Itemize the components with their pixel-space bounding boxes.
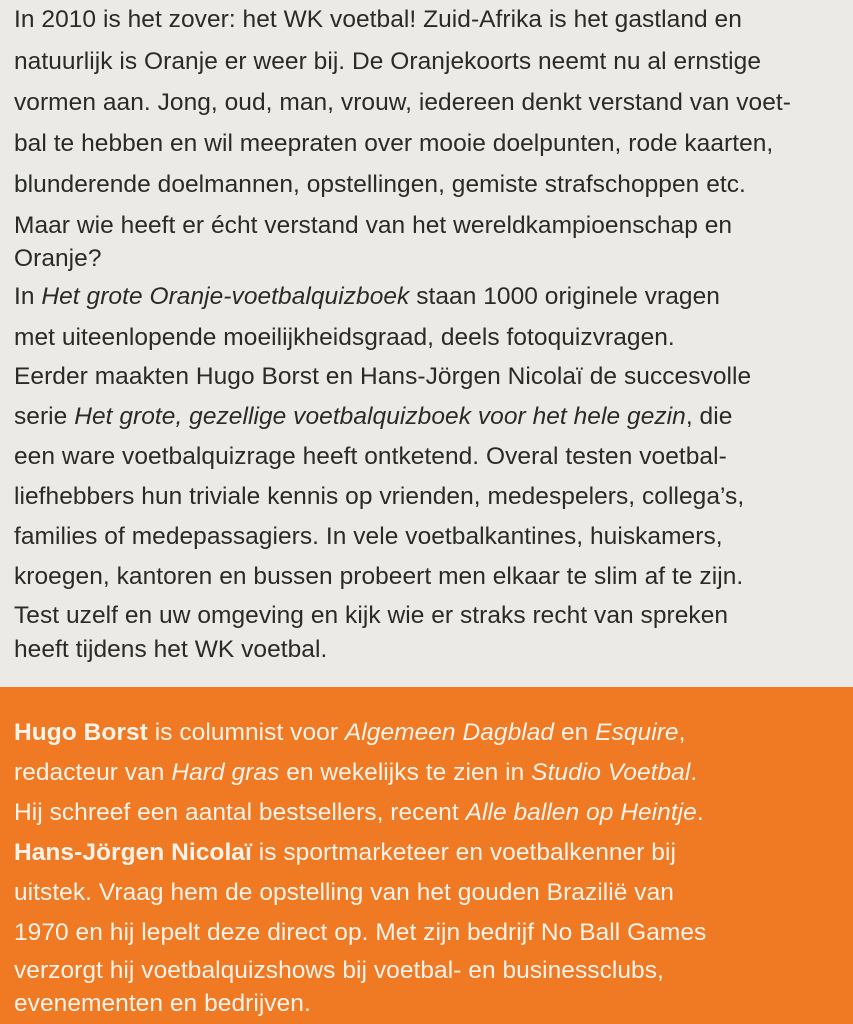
text-span: uitstek. Vraag hem de opstelling van het gouden Brazilië van [14,879,674,906]
author-line [14,836,676,870]
text-span: liefhebbers hun triviale kennis op vrienden, medespelers, collega’s, [14,483,745,510]
text-span: vormen aan. Jong, oud, man, vrouw, iedereen denkt verstand van voet- [14,89,791,116]
text-span: Maar wie heeft er écht verstand van het wereldkampioenschap en [14,212,733,239]
series-title: Het grote, gezellige voetbalquizboek voor het hele gezin [74,403,686,430]
description-line [14,400,732,434]
description-line [14,360,751,394]
text-span: en wekelijks te zien in [279,759,532,786]
description-line [14,560,743,594]
description-line [14,242,102,276]
text-span: In [14,283,42,310]
author-line [14,916,706,950]
description-line [14,45,761,79]
text-span: staan 1000 originele vragen [409,283,720,310]
author-line [14,987,311,1021]
description-line [14,599,728,633]
description-line [14,209,732,243]
text-span: en [554,719,596,746]
author-line [14,796,704,830]
description-line [14,633,327,667]
author-line [14,876,674,910]
author-line [14,954,664,988]
text-span: redacteur van [14,759,172,786]
text-span: . [696,799,704,826]
author-line [14,716,685,750]
text-span: , [678,719,686,746]
text-span: is sportmarketeer en voetbalkenner bij [251,839,676,866]
text-span: blunderende doelmannen, opstellingen, gemiste strafschoppen etc. [14,171,746,198]
publication-title: Algemeen Dagblad [344,719,555,746]
author-name: Hans-Jörgen Nicolaï [14,839,252,866]
description-line [14,127,773,161]
text-span: , die [685,403,733,430]
text-span: . [690,759,698,786]
publication-title: Esquire [595,719,679,746]
text-span: natuurlijk is Oranje er weer bij. De Oranjekoorts neemt nu al ernstige [14,48,762,75]
text-span: is columnist voor [147,719,345,746]
description-line [14,86,791,120]
description-line [14,321,675,355]
description-line [14,480,744,514]
book-title: Het grote Oranje-voetbalquizboek [41,283,410,310]
text-span: evenementen en bedrijven. [14,990,311,1017]
description-line [14,3,742,37]
text-span: met uiteenlopende moeilijkheidsgraad, deels fotoquizvragen. [14,324,675,351]
description-line [14,280,720,314]
tv-show-title: Studio Voetbal [531,759,691,786]
text-span: kroegen, kantoren en bussen probeert men elkaar te slim af te zijn. [14,563,744,590]
text-span: In 2010 is het zover: het WK voetbal! Zuid-Afrika is het gastland en [14,6,742,33]
text-span: families of medepassagiers. In vele voetbalkantines, huiskamers, [14,523,723,550]
author-line [14,756,697,790]
description-line [14,168,746,202]
text-span: Oranje? [14,245,102,272]
text-span: 1970 en hij lepelt deze direct op. Met zijn bedrijf No Ball Games [14,919,707,946]
text-span: een ware voetbalquizrage heeft ontketend. Overal testen voetbal- [14,443,727,470]
text-span: serie [14,403,75,430]
authors-panel [0,687,853,1024]
text-span: Hij schreef een aantal bestsellers, recent [14,799,466,826]
author-name: Hugo Borst [14,719,148,746]
publication-title: Hard gras [171,759,280,786]
book-title: Alle ballen op Heintje [465,799,697,826]
text-span: heeft tijdens het WK voetbal. [14,636,328,663]
text-span: bal te hebben en wil meepraten over mooie doelpunten, rode kaarten, [14,130,774,157]
text-span: Eerder maakten Hugo Borst en Hans-Jörgen Nicolaï de succesvolle [14,363,752,390]
text-span: verzorgt hij voetbalquizshows bij voetbal- en businessclubs, [14,957,664,984]
text-span: Test uzelf en uw omgeving en kijk wie er straks recht van spreken [14,602,729,629]
description-line [14,520,723,554]
description-line [14,440,727,474]
